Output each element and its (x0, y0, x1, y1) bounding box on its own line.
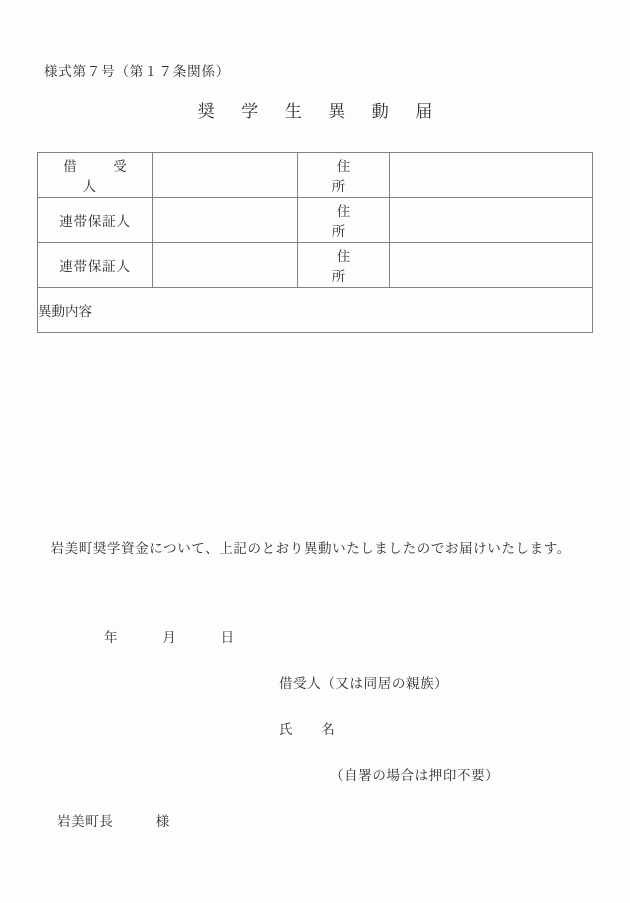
form-number: 様式第７号（第１７条関係） (44, 64, 231, 80)
signature-seal-note: （自署の場合は押印不要） (330, 768, 500, 784)
person-label-guarantor-1: 連帯保証人 (38, 198, 153, 243)
signature-name-label[interactable]: 氏 名 (279, 722, 336, 738)
change-detail-cell[interactable] (38, 288, 593, 333)
signature-borrower-line: 借受人（又は同居の親族） (279, 676, 449, 692)
address-label-guarantor-2: 住 所 (298, 243, 390, 288)
person-value-borrower[interactable] (153, 153, 298, 198)
address-value-guarantor-1[interactable] (390, 198, 593, 243)
table-row (38, 153, 593, 198)
person-label-borrower: 借 受 人 (38, 153, 153, 198)
address-value-guarantor-2[interactable] (390, 243, 593, 288)
person-label-guarantor-2: 連帯保証人 (38, 243, 153, 288)
table-row-detail (38, 288, 593, 333)
applicant-table (37, 152, 593, 333)
page-title: 奨 学 生 異 動 届 (197, 102, 443, 122)
person-value-guarantor-2[interactable] (153, 243, 298, 288)
address-label-borrower: 住 所 (298, 153, 390, 198)
addressee-line: 岩美町長 様 (57, 814, 170, 830)
body-paragraph: 岩美町奨学資金について、上記のとおり異動いたしましたのでお届けいたします。 (50, 541, 571, 557)
change-detail-label: 異動内容 (38, 304, 92, 320)
table-row (38, 243, 593, 288)
address-label-guarantor-1: 住 所 (298, 198, 390, 243)
date-line[interactable]: 年 月 日 (104, 630, 236, 646)
person-value-guarantor-1[interactable] (153, 198, 298, 243)
address-value-borrower[interactable] (390, 153, 593, 198)
table-row (38, 198, 593, 243)
